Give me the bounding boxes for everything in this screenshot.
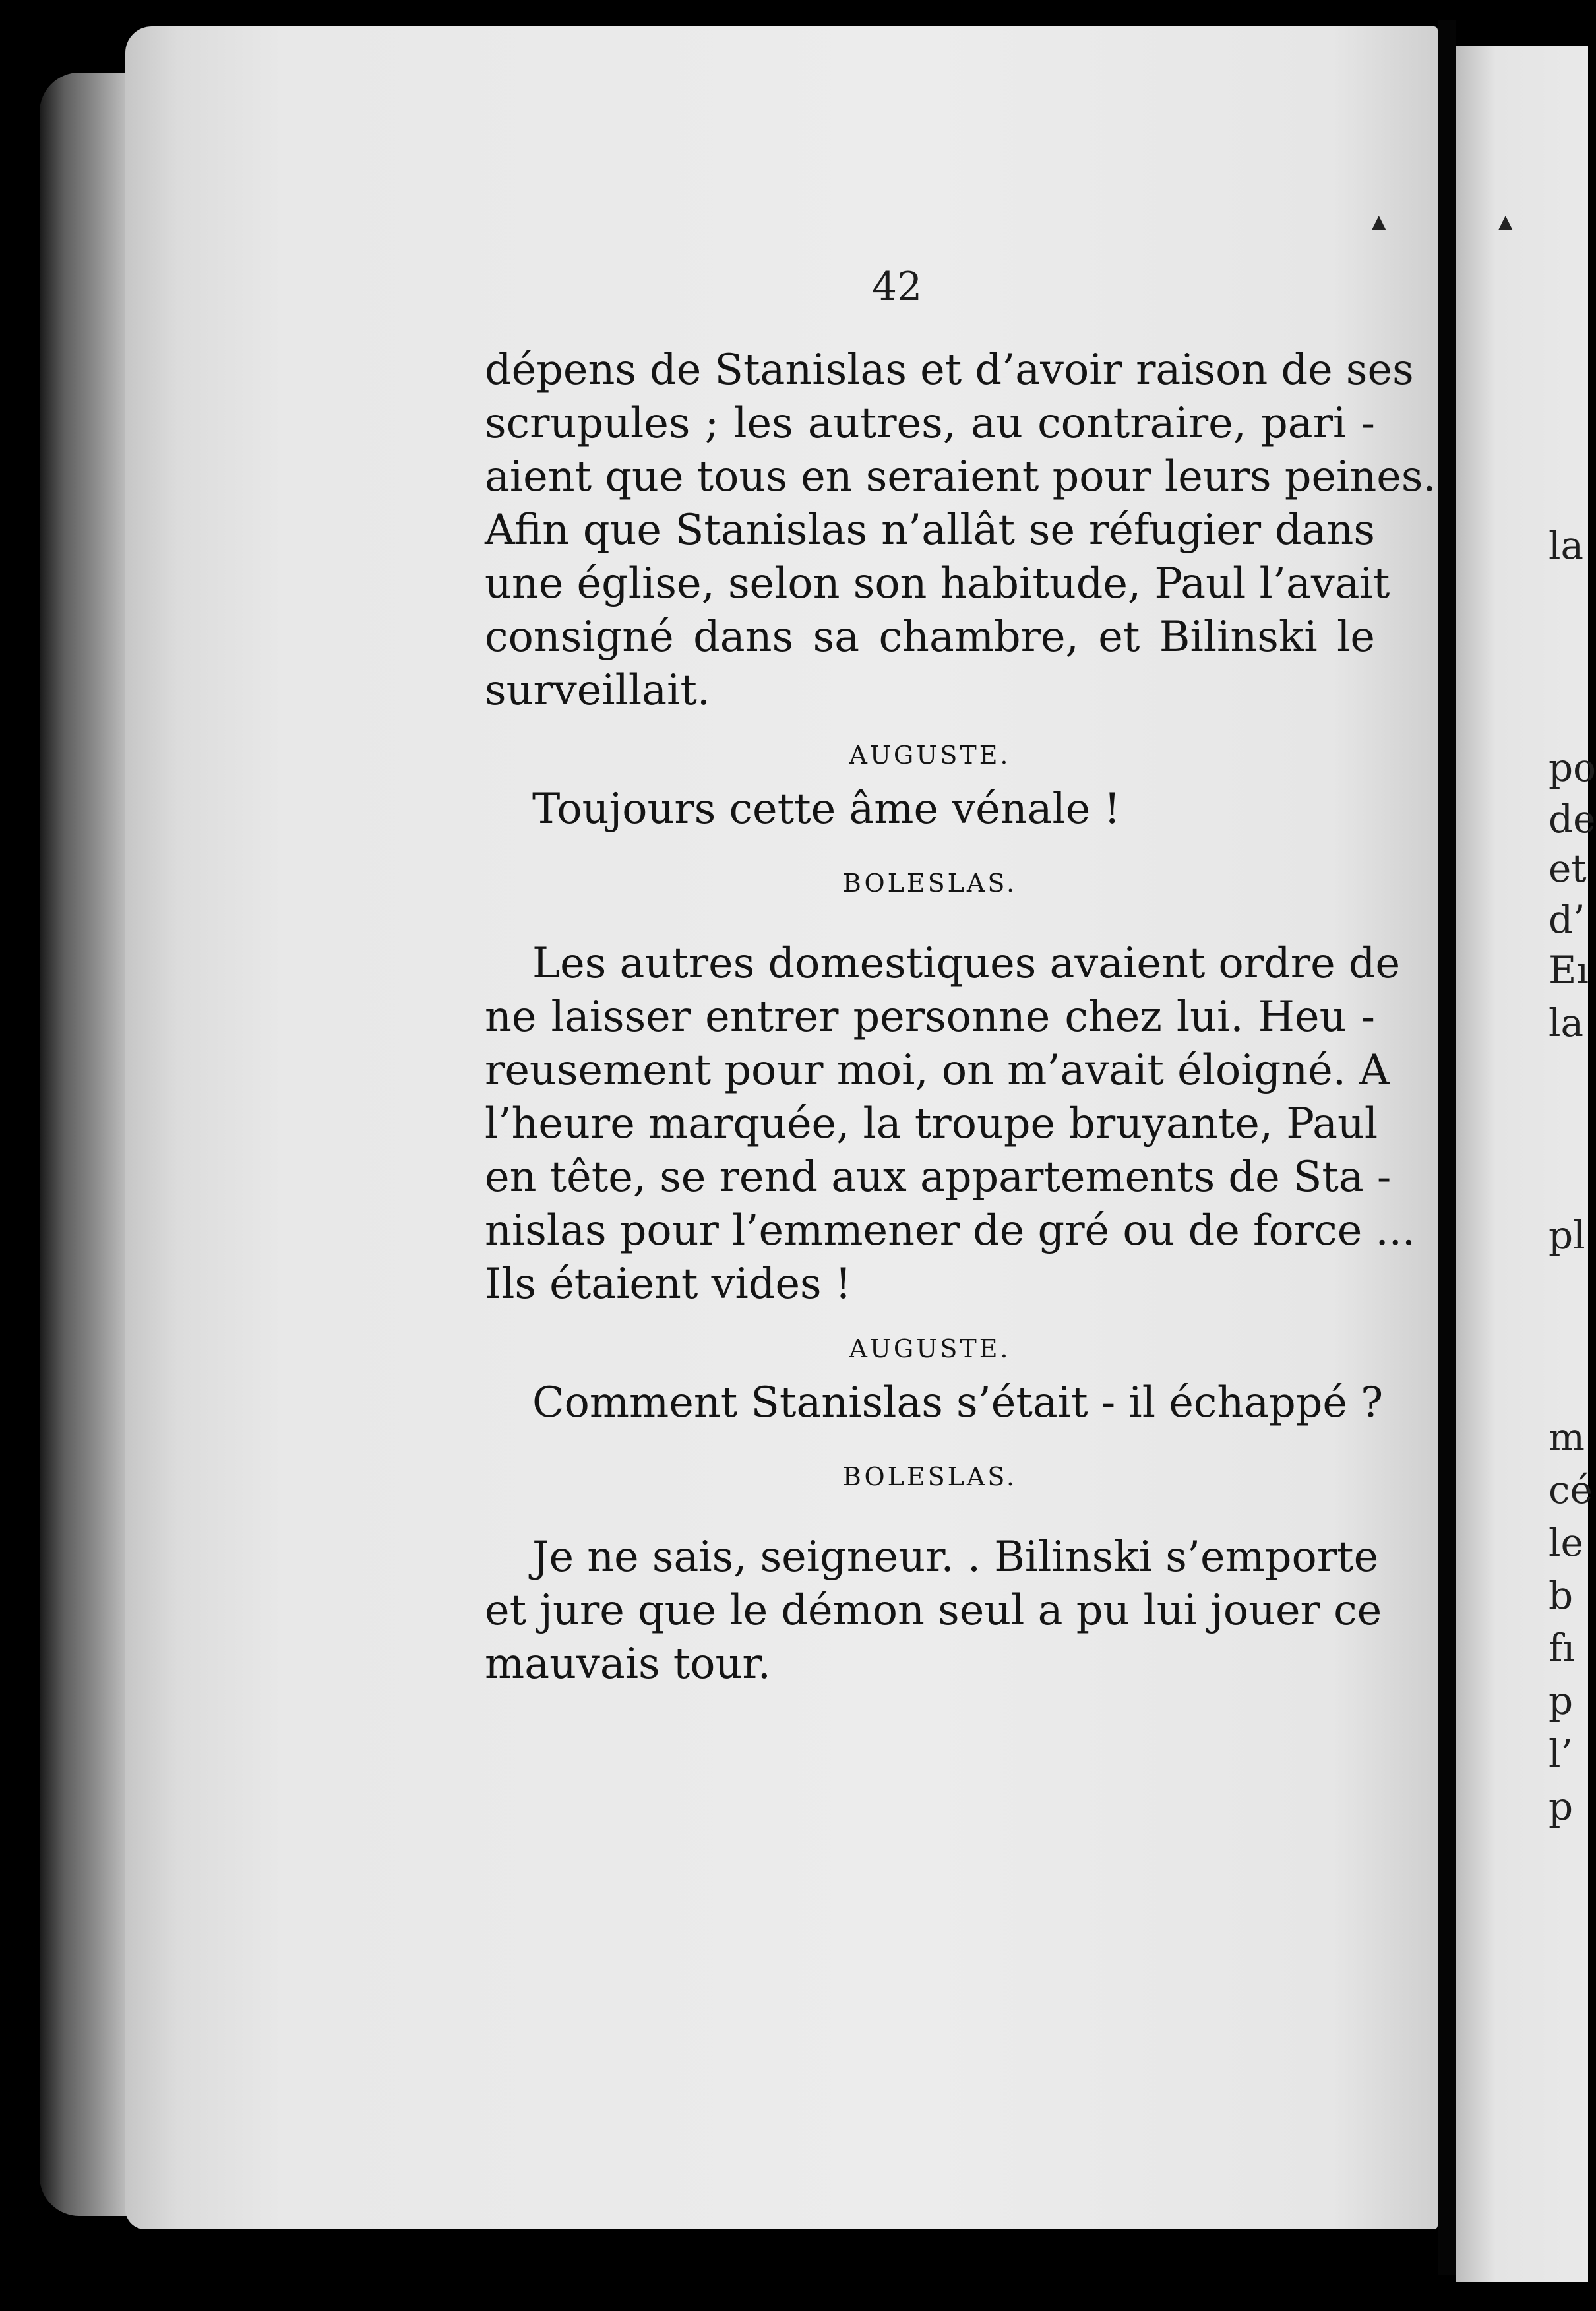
- page-number: 42: [871, 264, 923, 310]
- book-gutter: [1438, 20, 1456, 2275]
- right-page-text-fragments: [1456, 46, 1596, 2282]
- text-line: une église, selon son habitude, Paul l’avait: [485, 559, 1390, 607]
- text-line: consigné dans sa chambre, et Bilinski le: [485, 612, 1375, 661]
- right-fragment: m: [1549, 1415, 1585, 1460]
- ink-mark-icon: ▲: [1372, 210, 1386, 232]
- right-fragment: d’: [1549, 897, 1585, 942]
- text-line: et jure que le démon seul a pu lui jouer ce: [485, 1586, 1382, 1634]
- right-fragment: la: [1549, 1001, 1584, 1045]
- text-line: ne laisser entrer personne chez lui. Heu -: [485, 992, 1375, 1041]
- right-fragment: b: [1549, 1573, 1574, 1618]
- right-fragment: Eı: [1549, 948, 1589, 993]
- text-line: reusement pour moi, on m’avait éloigné. A: [485, 1045, 1390, 1094]
- right-fragment: po: [1549, 745, 1596, 790]
- text-line: surveillait.: [485, 665, 711, 714]
- text-line: Je ne sais, seigneur. . Bilinski s’emporte: [532, 1532, 1379, 1581]
- right-fragment: fı: [1549, 1626, 1576, 1671]
- text-line: nislas pour l’emmener de gré ou de force ...: [485, 1206, 1416, 1254]
- right-fragment: de: [1549, 797, 1596, 842]
- right-fragment: cé: [1549, 1467, 1593, 1512]
- text-line: l’heure marquée, la troupe bruyante, Paul: [485, 1099, 1378, 1148]
- text-line: aient que tous en seraient pour leurs peines.: [485, 452, 1436, 501]
- text-line: mauvais tour.: [485, 1639, 771, 1688]
- ink-mark-icon: ▲: [1498, 210, 1513, 232]
- text-line: Comment Stanislas s’était - il échappé ?: [532, 1378, 1384, 1427]
- right-fragment: le: [1549, 1520, 1583, 1565]
- right-fragment: l’: [1549, 1731, 1573, 1776]
- speaker-name: BOLESLAS.: [842, 869, 1018, 898]
- right-fragment: p: [1549, 1679, 1574, 1723]
- text-line: Afin que Stanislas n’allât se réfugier dans: [485, 505, 1375, 554]
- body-text: [485, 343, 1436, 1690]
- text-line: Ils étaient vides !: [485, 1259, 852, 1308]
- text-line: en tête, se rend aux appartements de Sta -: [485, 1152, 1392, 1201]
- text-line: Les autres domestiques avaient ordre de: [532, 939, 1401, 987]
- speaker-name: AUGUSTE.: [849, 741, 1011, 770]
- right-fragment: la: [1549, 523, 1584, 568]
- speaker-name: BOLESLAS.: [842, 1462, 1018, 1491]
- right-fragment: pl: [1549, 1213, 1585, 1258]
- text-line: Toujours cette âme vénale !: [532, 784, 1121, 833]
- right-page-edge: [1456, 46, 1596, 2282]
- text-line: scrupules ; les autres, au contraire, pari -: [485, 398, 1375, 447]
- right-fragment: p: [1549, 1784, 1574, 1829]
- speaker-name: AUGUSTE.: [849, 1334, 1011, 1363]
- right-fragment: et: [1549, 846, 1587, 891]
- text-line: dépens de Stanislas et d’avoir raison de ses: [485, 345, 1414, 394]
- book-page-edges: [40, 73, 138, 2216]
